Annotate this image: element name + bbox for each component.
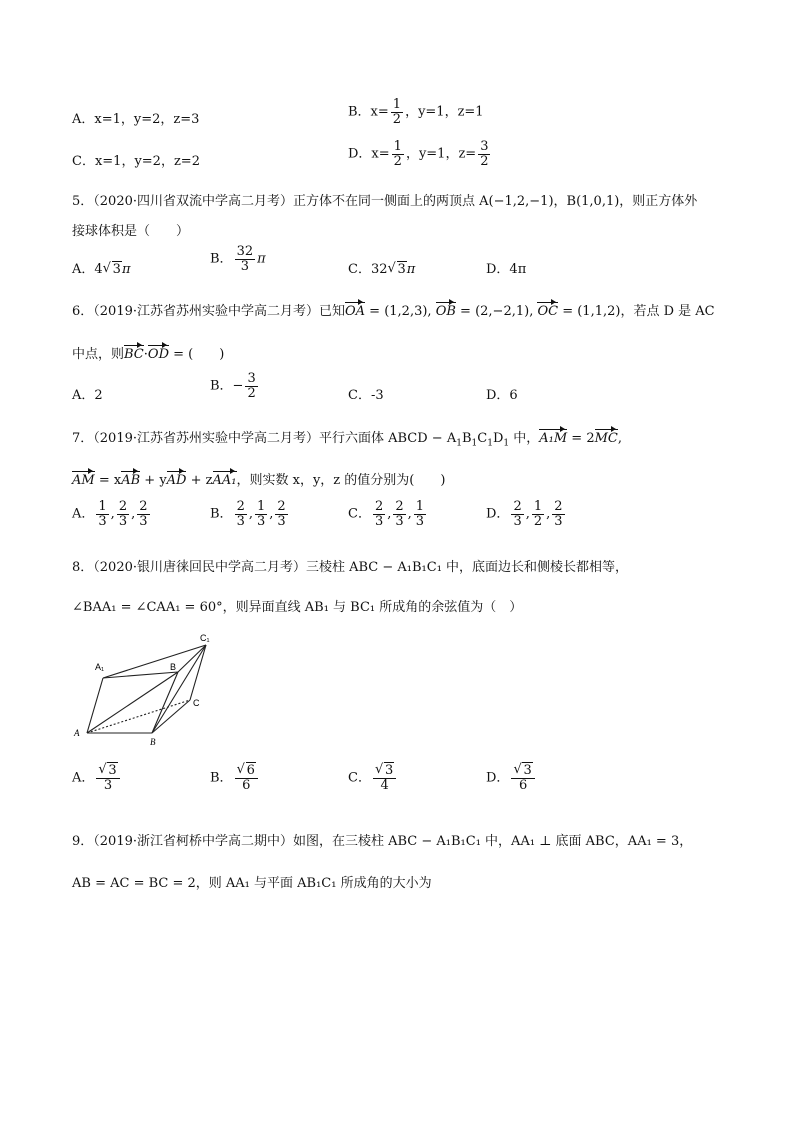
fraction xyxy=(96,500,108,528)
pi: π xyxy=(121,262,131,277)
numerator: 2 xyxy=(554,499,563,514)
denominator: 6 xyxy=(518,777,528,793)
vector-od: OD xyxy=(147,347,169,362)
q6-option-d: D．6 xyxy=(486,388,518,403)
denominator: 3 xyxy=(415,513,425,529)
numerator: 1 xyxy=(533,499,543,514)
q4-option-d-pre: D．x= xyxy=(348,146,390,162)
q8-option-c xyxy=(348,764,398,792)
radicand: 3 xyxy=(397,262,406,277)
q6-option-b-pre: B．− xyxy=(210,378,244,394)
numerator: 2 xyxy=(277,499,286,514)
q6-option-a: A．2 xyxy=(72,388,103,403)
fraction xyxy=(137,500,149,528)
q5-option-b xyxy=(210,245,266,273)
q6-oc-value: = (1,1,2)，若点 D 是 AC xyxy=(558,304,715,319)
fraction xyxy=(235,500,247,528)
q7-option-d: D． $\frac{2}{3}$ , $\frac{1}{2}$ , $\frac{2}{3}$ xyxy=(486,499,563,529)
q6-stem-line2 xyxy=(72,343,224,362)
numerator: 1 xyxy=(393,139,402,154)
sqrt xyxy=(388,262,407,277)
q8-option-a-pre: A． xyxy=(72,770,95,786)
q5-option-a xyxy=(72,258,131,277)
q4-option-b-pre: B．x= xyxy=(348,104,389,120)
radicand: 3 xyxy=(112,262,121,277)
numerator: 2 xyxy=(118,499,128,514)
q4-option-d-fraction-1 xyxy=(392,140,404,168)
prism-figure xyxy=(70,632,220,750)
q6-line2-prefix: 中点，则 xyxy=(72,347,125,362)
denominator: 3 xyxy=(240,258,249,274)
radicand: 3 xyxy=(523,763,532,778)
q9-stem-line2: AB = AC = BC = 2，则 AA₁ 与平面 AB₁C₁ 所成角的大小为 xyxy=(72,876,432,891)
denominator: 2 xyxy=(393,153,402,169)
denominator: 3 xyxy=(139,513,148,529)
q7-stem-line1: 7．（2019·江苏省苏州实验中学高二月考）平行六面体 ABCD − $A_1B_1C_1D_1$ 中，A₁M = 2MC, xyxy=(72,431,623,449)
q5-option-c-pre: C．32 xyxy=(348,262,388,277)
label-a1: A₁ xyxy=(95,662,105,672)
numerator xyxy=(235,764,258,779)
denominator: 3 xyxy=(236,513,245,529)
q6-option-b-fraction xyxy=(245,372,257,400)
q9-stem-line1: 9．（2019·浙江省柯桥中学高二期中）如图，在三棱柱 ABC − A₁B₁C₁ 中，AA₁ ⊥ 底面 ABC，AA₁ = 3， xyxy=(72,834,693,849)
q7-option-b: B． $\frac{2}{3}$ , $\frac{1}{3}$ , $\frac{2}{3}$ xyxy=(210,499,286,529)
denominator: 2 xyxy=(533,513,543,529)
q4-option-a: A．x=1，y=2，z=3 xyxy=(72,112,200,127)
q6-oa-value: = (1,2,3), xyxy=(365,304,436,319)
q8-option-b-pre: B． xyxy=(210,770,233,786)
fraction xyxy=(393,500,405,528)
radicand: 3 xyxy=(108,763,117,778)
q5-option-d: D．4π xyxy=(486,262,527,277)
fraction xyxy=(235,764,258,792)
numerator: 2 xyxy=(513,499,522,514)
numerator xyxy=(511,764,534,779)
label-c1: C₁ xyxy=(200,633,210,643)
q5-stem-line1: 5．（2020·四川省双流中学高二月考）正方体不在同一侧面上的两顶点 A(−1,2,−1)，B(1,0,1)，则正方体外 xyxy=(72,194,698,209)
q4-option-d-mid: ，y=1，z= xyxy=(405,146,477,162)
fraction xyxy=(373,500,385,528)
q6-stem-line1 xyxy=(72,300,715,319)
q6-line2-post: = ( ) xyxy=(169,347,225,362)
q7-option-b-pre: B． xyxy=(210,506,233,522)
numerator: 2 xyxy=(139,499,148,514)
denominator: 6 xyxy=(242,777,251,793)
label-a: A xyxy=(74,728,80,738)
q5-option-b-pre: B． xyxy=(210,251,233,267)
q7-c: C xyxy=(477,431,488,446)
q5-option-a-pre: A．4 xyxy=(72,262,103,277)
denominator: 3 xyxy=(256,513,266,529)
vector-ad: AD xyxy=(166,473,187,488)
q7-d: D xyxy=(492,431,504,446)
vector-oc: OC xyxy=(537,304,559,319)
dot-operator: · xyxy=(143,347,148,362)
radicand: 3 xyxy=(384,763,394,778)
q7-option-c: C． $\frac{2}{3}$ , $\frac{2}{3}$ , $\frac{1}{3}$ xyxy=(348,499,425,529)
numerator: 32 xyxy=(236,244,254,259)
denominator: 3 xyxy=(374,513,384,529)
fraction xyxy=(414,500,426,528)
numerator: 3 xyxy=(247,371,256,386)
q7-stem-line2 xyxy=(72,469,445,488)
q7-plus-y: + y xyxy=(140,473,167,488)
q8-option-b xyxy=(210,764,260,792)
numerator: 2 xyxy=(395,499,404,514)
radicand: 6 xyxy=(246,763,255,778)
vector-am: AM xyxy=(72,473,95,488)
denominator: 3 xyxy=(395,513,404,529)
label-b1: B xyxy=(170,662,177,672)
q7-prefix: 7．（2019·江苏省苏州实验中学高二月考）平行六面体 ABCD − A xyxy=(72,431,457,446)
q4-option-c: C．x=1，y=2，z=2 xyxy=(72,154,200,169)
fraction xyxy=(117,500,129,528)
denominator: 4 xyxy=(380,777,389,793)
q7-option-d-pre: D． xyxy=(486,506,510,522)
q8-stem-line2: ∠BAA₁ = ∠CAA₁ = 60°，则异面直线 AB₁ 与 BC₁ 所成角的余弦值为（ ） xyxy=(72,600,523,615)
q7-option-a-pre: A． xyxy=(72,506,95,522)
q8-option-c-pre: C． xyxy=(348,770,371,786)
denominator: 2 xyxy=(480,153,489,169)
q8-option-d-pre: D． xyxy=(486,770,510,786)
numerator: 3 xyxy=(480,139,489,154)
fraction xyxy=(511,764,534,792)
q5-stem-line2: 接球体积是（ ） xyxy=(72,224,190,239)
q4-option-d xyxy=(348,140,492,168)
label-b: B xyxy=(150,737,156,747)
fraction xyxy=(255,500,267,528)
q7-eq2: = x xyxy=(94,473,122,488)
denominator: 2 xyxy=(247,385,256,401)
fraction xyxy=(275,500,287,528)
numerator: 1 xyxy=(392,97,402,112)
pi: π xyxy=(257,251,266,267)
numerator xyxy=(373,764,396,779)
q6-option-b xyxy=(210,372,260,400)
denominator: 3 xyxy=(277,513,286,529)
denominator: 3 xyxy=(118,513,128,529)
q5-option-c xyxy=(348,258,415,277)
q7-option-c-pre: C． xyxy=(348,506,371,522)
vector-ob: OB xyxy=(435,304,456,319)
q7-plus-z: + z xyxy=(186,473,213,488)
q7-comma: , xyxy=(617,431,623,446)
fraction xyxy=(373,764,396,792)
denominator: 3 xyxy=(98,513,107,529)
vector-aa1: AA₁ xyxy=(212,473,237,488)
vector-oa: OA xyxy=(345,304,366,319)
fraction xyxy=(96,764,119,792)
q7-b: B xyxy=(461,431,472,446)
vector-a1m: A₁M xyxy=(539,431,568,446)
denominator: 3 xyxy=(103,777,113,793)
numerator: 1 xyxy=(98,499,107,514)
q7-eq: = 2 xyxy=(567,431,595,446)
q7-line2-post: ，则实数 x，y，z 的值分别为( ) xyxy=(236,473,446,488)
sqrt xyxy=(103,262,122,277)
q4-option-b-fraction xyxy=(391,98,403,126)
vector-ab: AB xyxy=(121,473,141,488)
denominator: 3 xyxy=(513,513,522,529)
q4-option-b-post: ，y=1，z=1 xyxy=(405,104,484,120)
q5-option-b-fraction xyxy=(235,245,256,273)
q6-option-c: C．-3 xyxy=(348,388,384,403)
fraction xyxy=(532,500,544,528)
q8-option-d xyxy=(486,764,537,792)
fraction xyxy=(511,500,523,528)
numerator: 1 xyxy=(415,499,425,514)
q7-option-a: A． $\frac{1}{3}$ , $\frac{2}{3}$ , $\frac{2}{3}$ xyxy=(72,499,148,529)
q8-stem-line1: 8．（2020·银川唐徕回民中学高二月考）三棱柱 ABC − A₁B₁C₁ 中，底面边长和侧棱长都相等， xyxy=(72,560,629,575)
numerator: 2 xyxy=(374,499,384,514)
numerator xyxy=(96,764,119,779)
q4-option-d-fraction-2 xyxy=(478,140,490,168)
denominator: 3 xyxy=(554,513,563,529)
pi: π xyxy=(406,262,416,277)
q6-ob-value: = (2,−2,1), xyxy=(455,304,538,319)
vector-mc: MC xyxy=(594,431,618,446)
q6-prefix: 6．（2019·江苏省苏州实验中学高二月考）已知 xyxy=(72,304,345,319)
q4-option-b xyxy=(348,98,484,126)
denominator: 2 xyxy=(392,111,402,127)
vector-bc: BC xyxy=(124,347,144,362)
numerator: 1 xyxy=(256,499,266,514)
q7-mid: 中， xyxy=(509,431,540,446)
fraction xyxy=(552,500,564,528)
label-c: C xyxy=(193,698,200,708)
q8-option-a xyxy=(72,764,122,792)
numerator: 2 xyxy=(236,499,245,514)
